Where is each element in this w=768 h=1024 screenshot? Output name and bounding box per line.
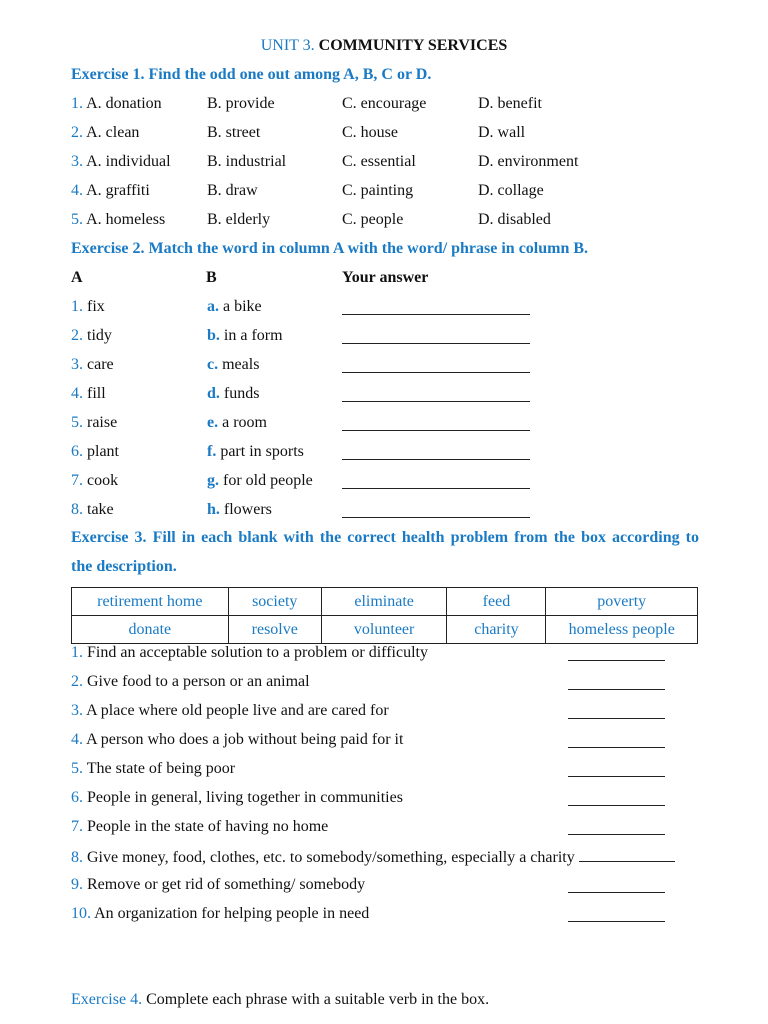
definition-text: People in the state of having no home — [87, 818, 329, 835]
definition — [71, 644, 428, 662]
item-number: 3. — [71, 356, 83, 373]
definition-text: Give money, food, clothes, etc. to somebody/something, especially a charity — [87, 849, 575, 866]
definition-text: An organization for helping people in need — [94, 905, 370, 922]
definition — [71, 702, 389, 720]
answer-blank[interactable] — [342, 329, 530, 344]
option-b: B. elderly — [207, 211, 271, 228]
answer-blank[interactable] — [568, 820, 665, 835]
item-phrase: a bike — [223, 298, 262, 315]
definition-text: Give food to a person or an animal — [87, 673, 310, 690]
definition-number: 3. — [71, 702, 83, 719]
item-number: 7. — [71, 472, 83, 489]
column-a-item — [71, 298, 105, 316]
definition-row — [0, 818, 768, 840]
option-a-text: A. individual — [86, 153, 171, 170]
option-a — [71, 95, 162, 113]
exercise-3-title-line-2: the description. — [71, 558, 177, 575]
page-title — [0, 37, 768, 55]
item-number: 6. — [71, 443, 83, 460]
item-letter: f. — [207, 443, 217, 460]
column-b-item — [207, 443, 304, 461]
match-row — [0, 298, 768, 320]
answer-blank[interactable] — [342, 503, 530, 518]
option-c: C. house — [342, 124, 398, 141]
word-box-cell: resolve — [228, 616, 321, 644]
question-number: 4. — [71, 182, 83, 199]
option-c: C. essential — [342, 153, 416, 170]
definition-row — [0, 731, 768, 753]
definition-row — [0, 673, 768, 695]
column-b-item — [207, 501, 272, 519]
exercise-1-title: Exercise 1. Find the odd one out among A, B, C or D. — [71, 66, 432, 83]
item-letter: d. — [207, 385, 220, 402]
column-a-item — [71, 385, 106, 403]
column-a-item — [71, 443, 119, 461]
item-letter: c. — [207, 356, 219, 373]
definition-text: The state of being poor — [86, 760, 236, 777]
word-box-cell: eliminate — [321, 588, 447, 616]
answer-blank[interactable] — [568, 791, 665, 806]
answer-blank[interactable] — [568, 646, 665, 661]
definition — [71, 818, 328, 836]
definition — [71, 760, 235, 778]
option-a-text: A. clean — [86, 124, 140, 141]
definition-row — [0, 760, 768, 782]
word-box-row — [72, 588, 698, 616]
item-word: take — [87, 501, 114, 518]
word-box-cell: charity — [447, 616, 546, 644]
definition-text: Find an acceptable solution to a problem or difficulty — [87, 644, 428, 661]
answer-blank[interactable] — [568, 733, 665, 748]
definition — [71, 876, 365, 894]
column-b-item — [207, 356, 259, 374]
definition — [71, 731, 403, 749]
item-phrase: funds — [223, 385, 260, 402]
exercise-4-label: Exercise 4. — [71, 991, 143, 1008]
option-d: D. environment — [478, 153, 579, 170]
answer-blank[interactable] — [568, 704, 665, 719]
definition-number: 8. — [71, 849, 83, 866]
option-d: D. collage — [478, 182, 544, 199]
answer-blank[interactable] — [342, 300, 530, 315]
word-box-cell: poverty — [546, 588, 698, 616]
option-d: D. disabled — [478, 211, 551, 228]
item-number: 4. — [71, 385, 83, 402]
definition-number: 1. — [71, 644, 83, 661]
item-phrase: meals — [222, 356, 260, 373]
answer-blank[interactable] — [568, 762, 665, 777]
column-a-item — [71, 414, 117, 432]
item-phrase: in a form — [223, 327, 283, 344]
column-b-item — [207, 414, 267, 432]
item-word: raise — [87, 414, 118, 431]
column-b-item — [207, 327, 283, 345]
definition-row — [0, 905, 768, 927]
column-a-item — [71, 356, 114, 374]
answer-header: Your answer — [342, 269, 429, 286]
item-phrase: a room — [222, 414, 267, 431]
answer-blank[interactable] — [342, 387, 530, 402]
question-number: 2. — [71, 124, 83, 141]
word-box-row — [72, 616, 698, 644]
definition-number: 2. — [71, 673, 83, 690]
option-a — [71, 182, 150, 200]
word-box-cell: society — [228, 588, 321, 616]
item-word: care — [87, 356, 114, 373]
definition — [71, 789, 403, 807]
definition — [71, 905, 369, 923]
option-c: C. painting — [342, 182, 414, 199]
item-word: fill — [87, 385, 106, 402]
column-a-item — [71, 327, 112, 345]
match-row — [0, 414, 768, 436]
answer-blank[interactable] — [342, 474, 530, 489]
definition — [71, 673, 310, 691]
unit-label: UNIT 3. — [260, 37, 315, 54]
definition-number: 6. — [71, 789, 83, 806]
answer-blank[interactable] — [342, 358, 530, 373]
item-word: cook — [87, 472, 119, 489]
column-b-item — [207, 298, 262, 316]
definition-row — [0, 876, 768, 898]
column-a-header: A — [71, 269, 83, 286]
question-row — [0, 182, 768, 204]
question-number: 3. — [71, 153, 83, 170]
option-b: B. draw — [207, 182, 258, 199]
answer-blank[interactable] — [568, 878, 665, 893]
exercise-2-header — [0, 269, 768, 291]
definition-row — [0, 789, 768, 811]
definition-row — [0, 702, 768, 724]
item-word: fix — [87, 298, 105, 315]
match-row — [0, 356, 768, 378]
word-box-cell: retirement home — [72, 588, 229, 616]
item-word: tidy — [87, 327, 112, 344]
item-letter: a. — [207, 298, 219, 315]
question-row — [0, 124, 768, 146]
column-b-header: B — [206, 269, 217, 286]
option-b: B. street — [207, 124, 261, 141]
answer-blank[interactable] — [342, 445, 530, 460]
option-a — [71, 153, 171, 171]
column-b-item — [207, 385, 259, 403]
match-row — [0, 501, 768, 523]
definition-text: Remove or get rid of something/ somebody — [87, 876, 366, 893]
definition-number: 10. — [71, 905, 91, 922]
item-number: 1. — [71, 298, 83, 315]
item-word: plant — [87, 443, 119, 460]
definition-text: A place where old people live and are cared for — [86, 702, 389, 719]
option-a-text: A. homeless — [86, 211, 166, 228]
option-b: B. industrial — [207, 153, 287, 170]
definition-number: 9. — [71, 876, 83, 893]
option-c: C. people — [342, 211, 404, 228]
word-box-cell: feed — [447, 588, 546, 616]
match-row — [0, 472, 768, 494]
option-a — [71, 211, 165, 229]
item-number: 5. — [71, 414, 83, 431]
answer-blank[interactable] — [568, 907, 665, 922]
definition-number: 4. — [71, 731, 83, 748]
item-phrase: part in sports — [220, 443, 304, 460]
item-phrase: for old people — [223, 472, 313, 489]
exercise-4-instruction: Complete each phrase with a suitable verb in the box. — [146, 991, 490, 1008]
definition-row — [0, 644, 768, 666]
question-number: 5. — [71, 211, 83, 228]
column-b-item — [207, 472, 313, 490]
definition-number: 7. — [71, 818, 83, 835]
item-number: 2. — [71, 327, 83, 344]
item-letter: b. — [207, 327, 220, 344]
option-c: C. encourage — [342, 95, 427, 112]
option-d: D. wall — [478, 124, 526, 141]
item-number: 8. — [71, 501, 83, 518]
answer-blank[interactable] — [342, 416, 530, 431]
item-letter: e. — [207, 414, 219, 431]
definition-text: A person who does a job without being paid for it — [86, 731, 404, 748]
option-d: D. benefit — [478, 95, 542, 112]
definition-row — [0, 847, 768, 869]
item-phrase: flowers — [223, 501, 272, 518]
match-row — [0, 385, 768, 407]
item-letter: h. — [207, 501, 220, 518]
question-row — [0, 95, 768, 117]
word-box-cell: homeless people — [546, 616, 698, 644]
match-row — [0, 443, 768, 465]
match-row — [0, 327, 768, 349]
question-row — [0, 211, 768, 233]
option-a-text: A. donation — [86, 95, 162, 112]
answer-blank[interactable] — [579, 847, 675, 862]
column-a-item — [71, 501, 114, 519]
answer-blank[interactable] — [568, 675, 665, 690]
exercise-2-title: Exercise 2. Match the word in column A with the word/ phrase in column B. — [71, 240, 589, 257]
exercise-4-title — [0, 991, 768, 1013]
item-letter: g. — [207, 472, 219, 489]
unit-name: COMMUNITY SERVICES — [318, 37, 508, 54]
definition-number: 5. — [71, 760, 83, 777]
definition-text: People in general, living together in communities — [87, 789, 403, 806]
definition — [71, 847, 675, 867]
option-b: B. provide — [207, 95, 275, 112]
exercise-3-title-line-1: Exercise 3. Fill in each blank with the correct health problem from the box according to — [71, 529, 699, 546]
question-number: 1. — [71, 95, 83, 112]
word-box-cell: donate — [72, 616, 229, 644]
option-a-text: A. graffiti — [86, 182, 150, 199]
question-row — [0, 153, 768, 175]
column-a-item — [71, 472, 118, 490]
word-box — [71, 587, 698, 644]
option-a — [71, 124, 139, 142]
word-box-cell: volunteer — [321, 616, 447, 644]
